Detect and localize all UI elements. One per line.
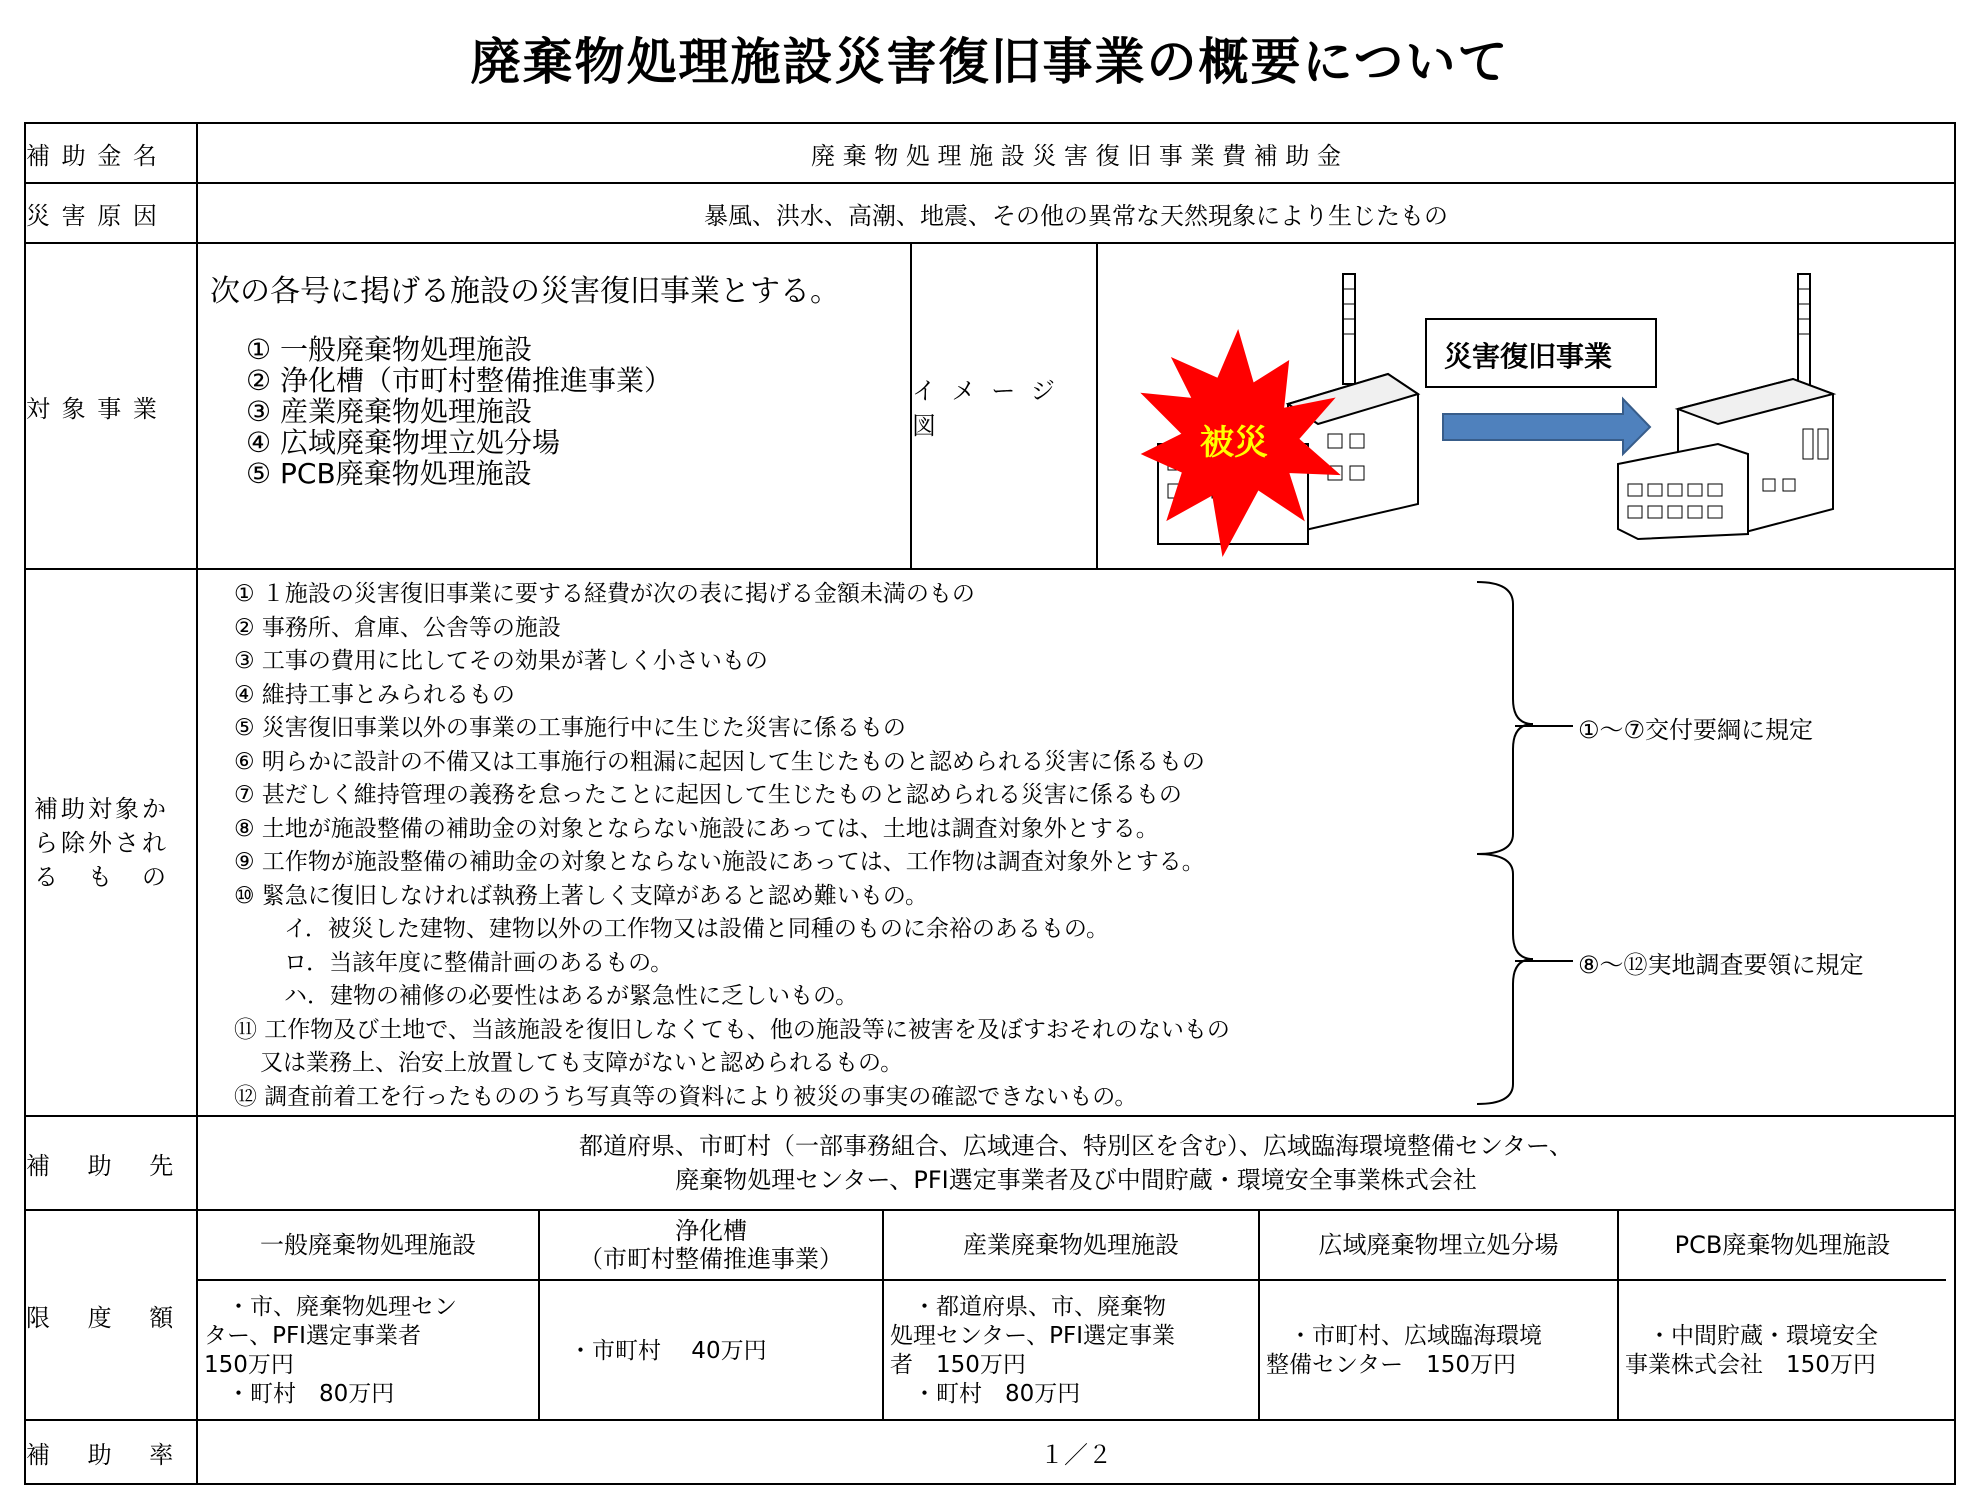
restored-factory-icon — [1618, 274, 1833, 539]
recovery-label: 災害復旧事業 — [1444, 340, 1613, 373]
label-target-projects: 対 象 事 業 — [25, 243, 197, 569]
image-label: イ メ ー ジ 図 — [912, 244, 1098, 568]
right-brace-icon — [1473, 574, 1593, 1114]
label-subsidy-name: 補 助 金 名 — [25, 123, 197, 183]
target-item: ④ 広域廃棄物埋立処分場 — [246, 426, 561, 459]
image-diagram — [1098, 244, 1954, 568]
recipients-text: 都道府県、市町村（一部事務組合、広域連合、特別区を含む）、広域臨海環境整備センター、 廃棄物処理センター、PFI選定事業者及び中間貯蔵・環境安全事業株式会社 — [578, 1132, 1574, 1194]
disaster-cause-value: 暴風、洪水、高潮、地震、その他の異常な天然現象により生じたもの — [197, 183, 1955, 243]
limit-header: 浄化槽 （市町村整備推進事業） — [540, 1211, 882, 1281]
row-recipients — [25, 1116, 1955, 1210]
list-item: ロ．当該年度に整備計画のあるもの。 — [284, 949, 674, 976]
limit-column: 産業廃棄物処理施設 ・都道府県、市、廃棄物 処理センター、PFI選定事業 者 150万円 ・町村 80万円 — [884, 1211, 1260, 1421]
limit-column: PCB廃棄物処理施設 ・中間貯蔵・環境安全 事業株式会社 150万円 — [1619, 1211, 1946, 1421]
label-recipients: 補 助 先 — [25, 1116, 197, 1210]
list-item: ① １施設の災害復旧事業に要する経費が次の表に掲げる金額未満のもの — [234, 581, 975, 607]
limit-header: PCB廃棄物処理施設 — [1619, 1211, 1946, 1281]
subsidy-rate-value: １／２ — [197, 1420, 1955, 1484]
target-projects-text — [198, 244, 912, 568]
recovery-arrow-icon — [1443, 399, 1650, 454]
limit-column: 広域廃棄物埋立処分場 ・市町村、広域臨海環境 整備センター 150万円 — [1260, 1211, 1619, 1421]
list-item: ⑪ 工作物及び土地で、当該施設を復旧しなくても、他の施設等に被害を及ぼすおそれのないもの — [234, 1016, 1230, 1043]
row-target-projects — [25, 243, 1955, 569]
row-disaster-cause — [25, 183, 1955, 243]
list-item: ⑦ 甚だしく維持管理の義務を怠ったことに起因して生じたものと認められる災害に係るもの — [234, 782, 1182, 808]
label-subsidy-rate: 補 助 率 — [25, 1420, 197, 1484]
list-item: ⑥ 明らかに設計の不備又は工事施行の粗漏に起因して生じたものと認められる災害に係るもの — [234, 748, 1205, 775]
label-exclusions: 補助対象か ら除外され る も の — [34, 794, 169, 891]
list-item: ⑤ 災害復旧事業以外の事業の工事施行中に生じた災害に係るもの — [234, 715, 906, 741]
list-item: イ．被災した建物、建物以外の工作物又は設備と同種のものに余裕のあるもの。 — [284, 916, 1110, 942]
burst-label: 被災 — [1200, 423, 1268, 463]
label-disaster-cause: 災 害 原 因 — [25, 183, 197, 243]
target-item: ③ 産業廃棄物処理施設 — [246, 395, 533, 428]
subsidy-name-value: 廃 棄 物 処 理 施 設 災 害 復 旧 事 業 費 補 助 金 — [197, 123, 1955, 183]
row-limits — [25, 1210, 1955, 1420]
target-item: ⑤ PCB廃棄物処理施設 — [246, 457, 532, 490]
page-title: 廃棄物処理施設災害復旧事業の概要について — [470, 33, 1510, 91]
target-item: ② 浄化槽（市町村整備推進事業） — [246, 364, 673, 397]
limits-grid — [198, 1211, 1954, 1419]
row-exclusions — [25, 569, 1955, 1116]
row-subsidy-name — [25, 123, 1955, 183]
limit-header: 広域廃棄物埋立処分場 — [1260, 1211, 1617, 1281]
list-item: ④ 維持工事とみられるもの — [234, 681, 515, 708]
limit-header: 産業廃棄物処理施設 — [884, 1211, 1258, 1281]
exclusions-list — [234, 578, 1230, 1114]
target-heading: 次の各号に掲げる施設の災害復旧事業とする。 — [210, 274, 840, 309]
list-item: ⑨ 工作物が施設整備の補助金の対象とならない施設にあっては、工作物は調査対象外とする。 — [234, 849, 1205, 875]
list-item: ⑩ 緊急に復旧しなければ執務上著しく支障があると認め難いもの。 — [234, 882, 929, 909]
row-subsidy-rate — [25, 1420, 1955, 1484]
list-item: 又は業務上、治安上放置しても支障がないと認められるもの。 — [260, 1050, 904, 1076]
note-survey-guideline: ⑧～⑫実地調査要領に規定 — [1578, 951, 1864, 979]
note-grant-guideline: ①～⑦交付要綱に規定 — [1578, 716, 1814, 744]
limit-column: 浄化槽 （市町村整備推進事業） ・市町村 40万円 — [540, 1211, 884, 1421]
list-item: ② 事務所、倉庫、公舎等の施設 — [234, 614, 561, 641]
limit-header: 一般廃棄物処理施設 — [198, 1211, 538, 1281]
list-item: ハ．建物の補修の必要性はあるが緊急性に乏しいもの。 — [284, 983, 859, 1009]
disaster-recovery-illustration — [1098, 244, 1936, 566]
overview-table — [24, 122, 1956, 1485]
list-item: ③ 工事の費用に比してその効果が著しく小さいもの — [234, 648, 768, 674]
label-limits: 限 度 額 — [25, 1210, 197, 1420]
limit-column: 一般廃棄物処理施設 ・市、廃棄物処理セン ター、PFI選定事業者 150万円 ・町村 80万円 — [198, 1211, 540, 1421]
list-item: ⑧ 土地が施設整備の補助金の対象とならない施設にあっては、土地は調査対象外とする。 — [234, 815, 1159, 842]
target-item: ① 一般廃棄物処理施設 — [246, 333, 533, 366]
list-item: ⑫ 調査前着工を行ったもののうち写真等の資料により被災の事実の確認できないもの。 — [234, 1083, 1138, 1110]
